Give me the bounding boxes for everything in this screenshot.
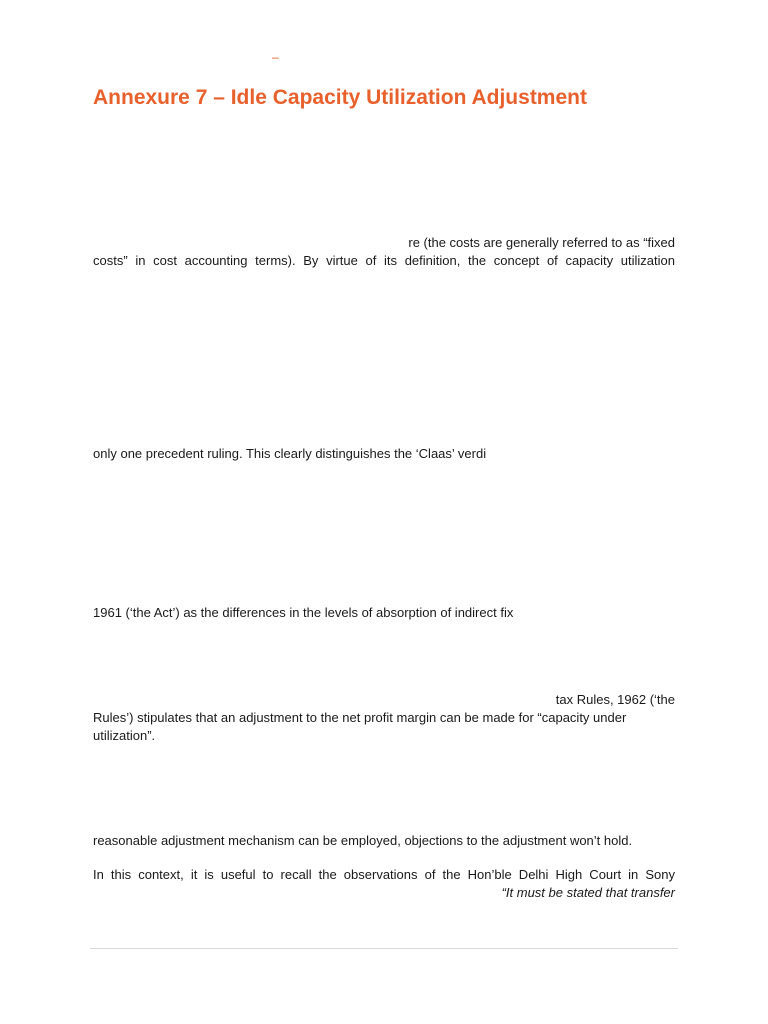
- text-line: tax Rules, 1962 (‘the: [555, 692, 675, 707]
- quote-line: “It must be stated that transfer: [501, 885, 675, 900]
- text-line: re (the costs are generally referred to as “fixed: [408, 235, 675, 250]
- text-line: utilization”.: [93, 728, 156, 743]
- text-line: only one precedent ruling. This clearly distinguishes the ‘Claas’ verdi: [93, 446, 487, 461]
- header-mark: –: [272, 50, 279, 64]
- footer-divider: [90, 948, 678, 949]
- text-line: costs” in cost accounting terms). By virtue of its definition, the concept of capacity utilization: [93, 253, 675, 268]
- text-line: Rules’) stipulates that an adjustment to the net profit margin can be made for “capacity under: [93, 710, 627, 725]
- text-line: In this context, it is useful to recall the observations of the Hon’ble Delhi High Court in Sony: [93, 867, 675, 882]
- text-line: reasonable adjustment mechanism can be employed, objections to the adjustment won’t hold.: [93, 833, 633, 848]
- text-line: 1961 (‘the Act’) as the differences in the levels of absorption of indirect fix: [93, 605, 514, 620]
- annexure-title: Annexure 7 – Idle Capacity Utilization Adjustment: [93, 86, 587, 109]
